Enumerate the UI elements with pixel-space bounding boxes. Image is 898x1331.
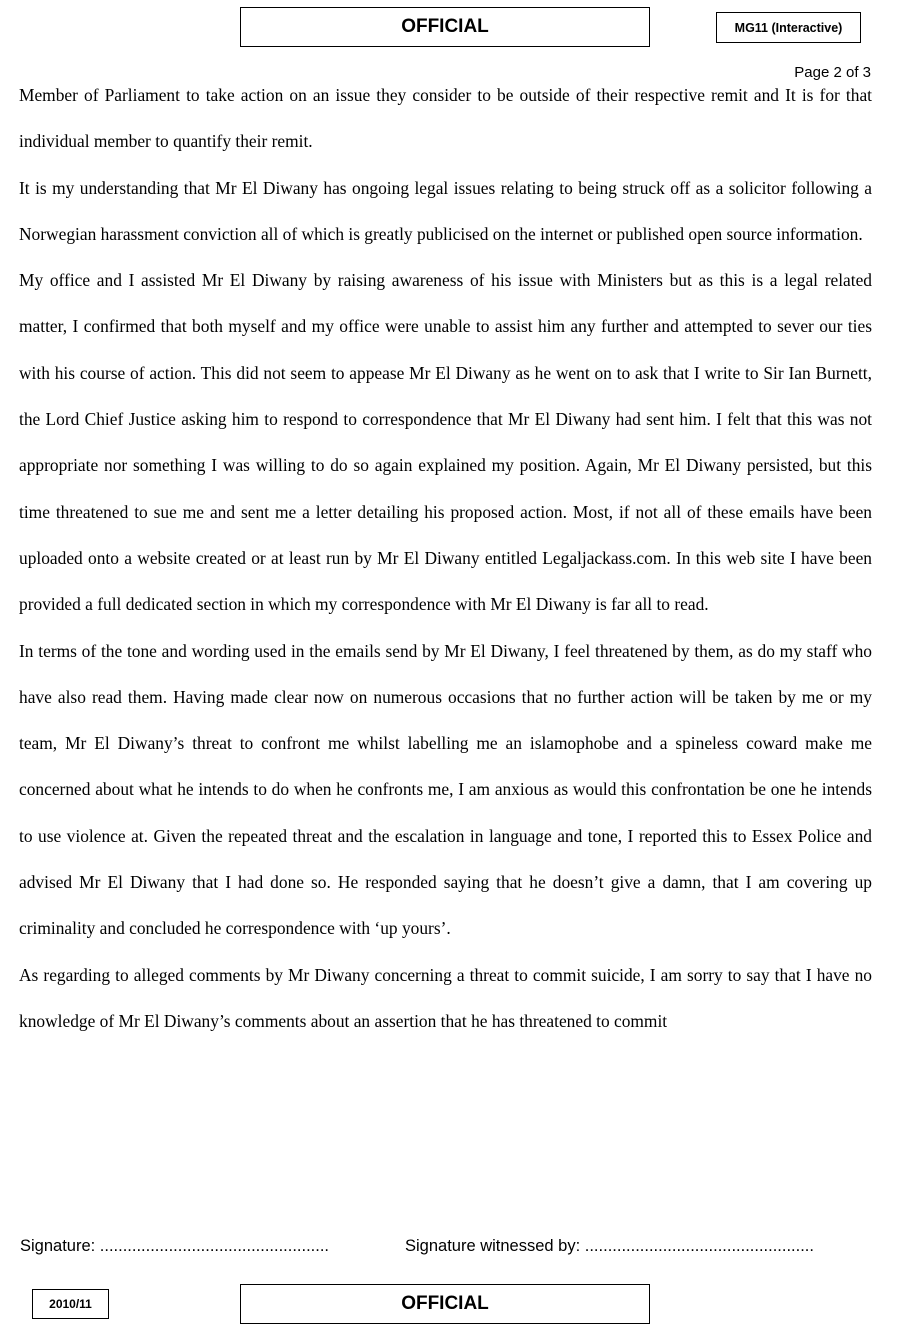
signature-line: Signature: .................................................. xyxy=(20,1237,330,1255)
witness-signature-line: Signature witnessed by: .................................................. xyxy=(405,1237,814,1255)
paragraph: My office and I assisted Mr El Diwany by raising awareness of his issue with Ministers but as this is a legal related matter, I confirmed that both myself and my office were unable to assist him any further and attempted to sever our ties with his course of action. This did not seem to appease Mr El Diwany as he went on to ask that I write to Sir Ian Burnett, the Lord Chief Justice asking him to respond to correspondence that Mr El Diwany had sent him. I felt that this was not appropriate nor something I was willing to do so again explained my position. Again, Mr El Diwany persisted, but this time threatened to sue me and sent me a letter detailing his proposed action. Most, if not all of these emails have been uploaded onto a website created or at least run by Mr El Diwany entitled Legaljackass.com. In this web site I have been provided a full dedicated section in which my correspondence with Mr El Diwany is far all to read. xyxy=(19,270,872,615)
statement-body xyxy=(19,72,872,1044)
official-marking-bottom: OFFICIAL xyxy=(240,1284,650,1324)
page-number: Page 2 of 3 xyxy=(794,64,871,81)
signature-row xyxy=(20,1237,880,1256)
paragraph: As regarding to alleged comments by Mr Diwany concerning a threat to commit suicide, I am sorry to say that I have no knowledge of Mr El Diwany’s comments about an assertion that he has threatened to commit xyxy=(19,964,872,1031)
form-id-label: MG11 (Interactive) xyxy=(716,12,861,43)
official-marking-top: OFFICIAL xyxy=(240,7,650,47)
form-version-label: 2010/11 xyxy=(32,1289,109,1319)
paragraph: In terms of the tone and wording used in the emails send by Mr El Diwany, I feel threatened by them, as do my staff who have also read them. Having made clear now on numerous occasions that no further action will be taken by me or my team, Mr El Diwany’s threat to confront me whilst labelling me an islamophobe and a spineless coward make me concerned about what he intends to do when he confronts me, I am anxious as would this confrontation be one he intends to use violence at. Given the repeated threat and the escalation in language and tone, I reported this to Essex Police and advised Mr El Diwany that I had done so. He responded saying that he doesn’t give a damn, that I am covering up criminality and concluded he correspondence with ‘up yours’. xyxy=(19,640,872,939)
paragraph: Member of Parliament to take action on an issue they consider to be outside of their respective remit and It is for that individual member to quantify their remit. xyxy=(19,85,872,152)
paragraph: It is my understanding that Mr El Diwany has ongoing legal issues relating to being struck off as a solicitor following a Norwegian harassment conviction all of which is greatly publicised on the internet or published open source information. xyxy=(19,177,872,244)
